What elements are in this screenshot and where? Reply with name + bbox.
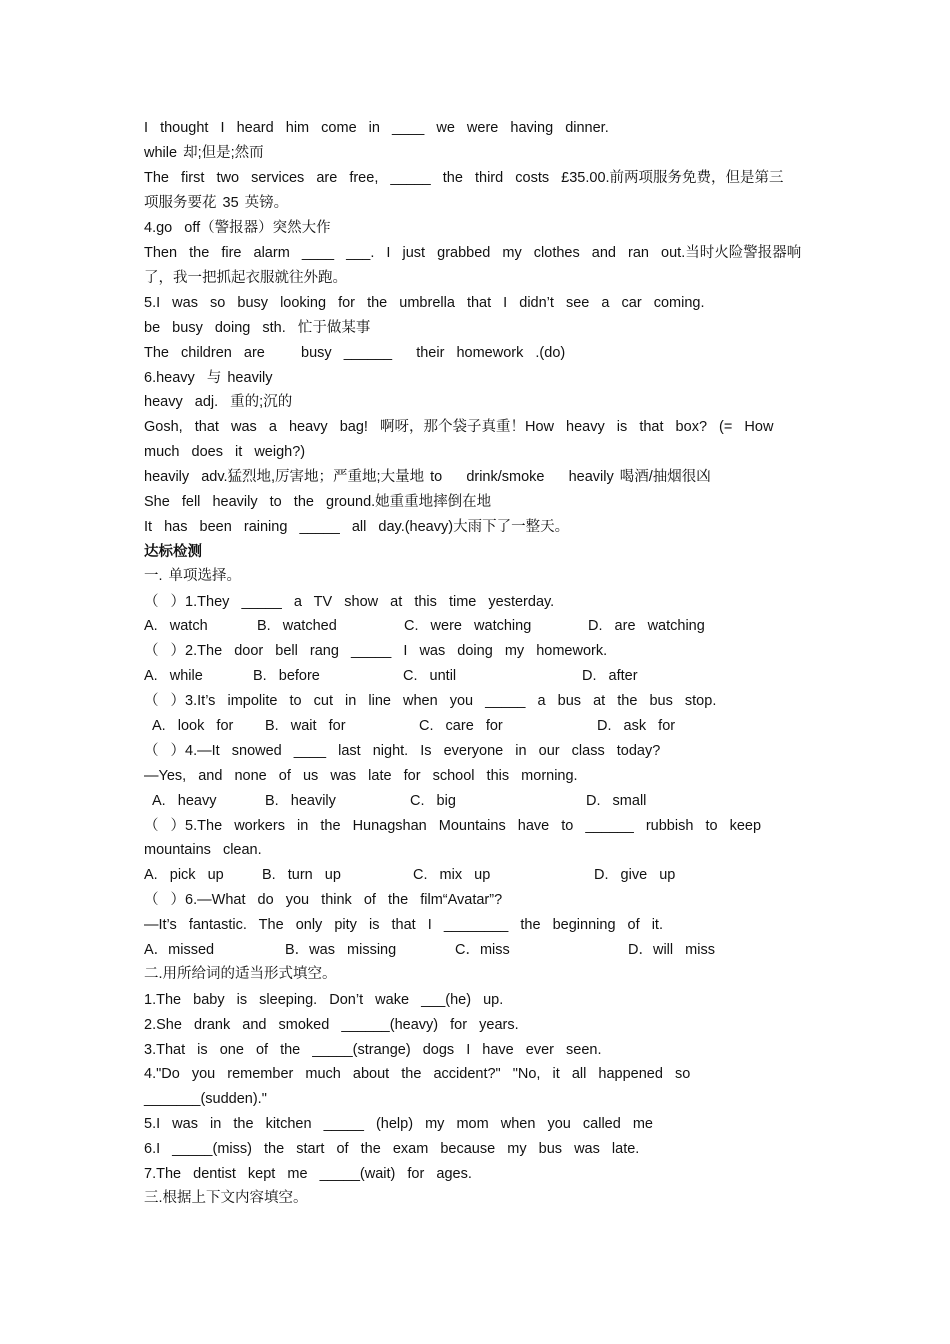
text-line: 了，我一把抓起衣服就往外跑。 xyxy=(144,270,347,286)
text-line: 3.That is one of the _____(strange) dogs I have ever seen. xyxy=(144,1042,602,1058)
option-a: A. pick up xyxy=(144,867,224,883)
text-line: 4."Do you remember much about the accident?" "No, it all happened so xyxy=(144,1066,691,1082)
option-a: A. heavy xyxy=(152,793,217,809)
question-2: （ ）2.The door bell rang _____ I was doing my homework. xyxy=(144,643,608,659)
text-line: 6.I _____(miss) the start of the exam because my bus was late. xyxy=(144,1141,640,1157)
option-b: B．was missing xyxy=(285,942,397,958)
option-d: D. ask for xyxy=(597,718,676,734)
text-line: She fell heavily to the ground.她重重地摔倒在地 xyxy=(144,494,492,510)
option-c: C. big xyxy=(410,793,456,809)
text-line: heavily adv.猛烈地,厉害地；严重地;大量地 to drink/smoke heavily 喝酒/抽烟很凶 xyxy=(144,469,711,485)
option-c: C. care for xyxy=(419,718,503,734)
option-a: A. while xyxy=(144,668,203,684)
text-line: 5.I was so busy looking for the umbrella that I didn’t see a car coming. xyxy=(144,295,705,311)
text-line: 4.go off（警报器）突然大作 xyxy=(144,220,331,236)
text-line: _______(sudden)." xyxy=(144,1091,267,1107)
option-d: D. are watching xyxy=(588,618,705,634)
text-line: The first two services are free, _____ the third costs £35.00.前两项服务免费，但是第三 xyxy=(144,170,784,186)
option-a: A. watch xyxy=(144,618,208,634)
option-c: C. were watching xyxy=(404,618,532,634)
text-line: heavy adj. 重的;沉的 xyxy=(144,394,293,410)
text-line: 1.The baby is sleeping. Don’t wake ___(he) up. xyxy=(144,992,504,1008)
option-b: B. heavily xyxy=(265,793,336,809)
text-line: 5.I was in the kitchen _____ (help) my mom when you called me xyxy=(144,1116,653,1132)
option-d: D. after xyxy=(582,668,638,684)
option-b: B. wait for xyxy=(265,718,346,734)
text-line: 7.The dentist kept me _____(wait) for ages. xyxy=(144,1166,472,1182)
option-d: D．will miss xyxy=(628,942,715,958)
option-c: C. mix up xyxy=(413,867,491,883)
text-line: much does it weigh?) xyxy=(144,444,306,460)
text-line: Gosh, that was a heavy bag! 啊呀，那个袋子真重！How heavy is that box? (= How xyxy=(144,419,774,435)
section-heading: 一. 单项选择。 xyxy=(144,568,242,584)
option-b: B. watched xyxy=(257,618,337,634)
text-line: mountains clean. xyxy=(144,842,262,858)
text-line: be busy doing sth. 忙于做某事 xyxy=(144,320,371,336)
text-line: It has been raining _____ all day.(heavy)大雨下了一整天。 xyxy=(144,519,570,535)
text-line: The children are busy ______ their homework .(do) xyxy=(144,345,566,361)
text-line: 项服务要花 35 英镑。 xyxy=(144,195,289,211)
question-3: （ ）3.It’s impolite to cut in line when you _____ a bus at the bus stop. xyxy=(144,693,717,709)
option-a: A. look for xyxy=(152,718,234,734)
text-line: 6.heavy 与 heavily xyxy=(144,370,273,386)
option-c: C. until xyxy=(403,668,457,684)
text-line: while 却;但是;然而 xyxy=(144,145,264,161)
option-d: D. give up xyxy=(594,867,676,883)
option-d: D. small xyxy=(586,793,647,809)
question-1: （ ）1.They _____ a TV show at this time yesterday. xyxy=(144,594,555,610)
option-a: A．missed xyxy=(144,942,215,958)
section-heading: 二.用所给词的适当形式填空。 xyxy=(144,966,337,982)
question-4: （ ）4.—It snowed ____ last night. Is everyone in our class today? xyxy=(144,743,661,759)
question-6: （ ）6.—What do you think of the film“Avatar”? xyxy=(144,892,503,908)
section-heading: 达标检测 xyxy=(144,544,202,560)
text-line: 2.She drank and smoked ______(heavy) for years. xyxy=(144,1017,519,1033)
section-heading: 三.根据上下文内容填空。 xyxy=(144,1190,308,1206)
text-line: —It’s fantastic. The only pity is that I ________ the beginning of it. xyxy=(144,917,663,933)
text-line: —Yes, and none of us was late for school this morning. xyxy=(144,768,578,784)
question-5: （ ）5.The workers in the Hunagshan Mountains have to ______ rubbish to keep xyxy=(144,818,762,834)
option-b: B. before xyxy=(253,668,320,684)
option-b: B. turn up xyxy=(262,867,341,883)
option-c: C．miss xyxy=(455,942,510,958)
text-line: I thought I heard him come in ____ we were having dinner. xyxy=(144,120,609,136)
text-line: Then the fire alarm ____ ___. I just grabbed my clothes and ran out.当时火险警报器响 xyxy=(144,245,802,261)
